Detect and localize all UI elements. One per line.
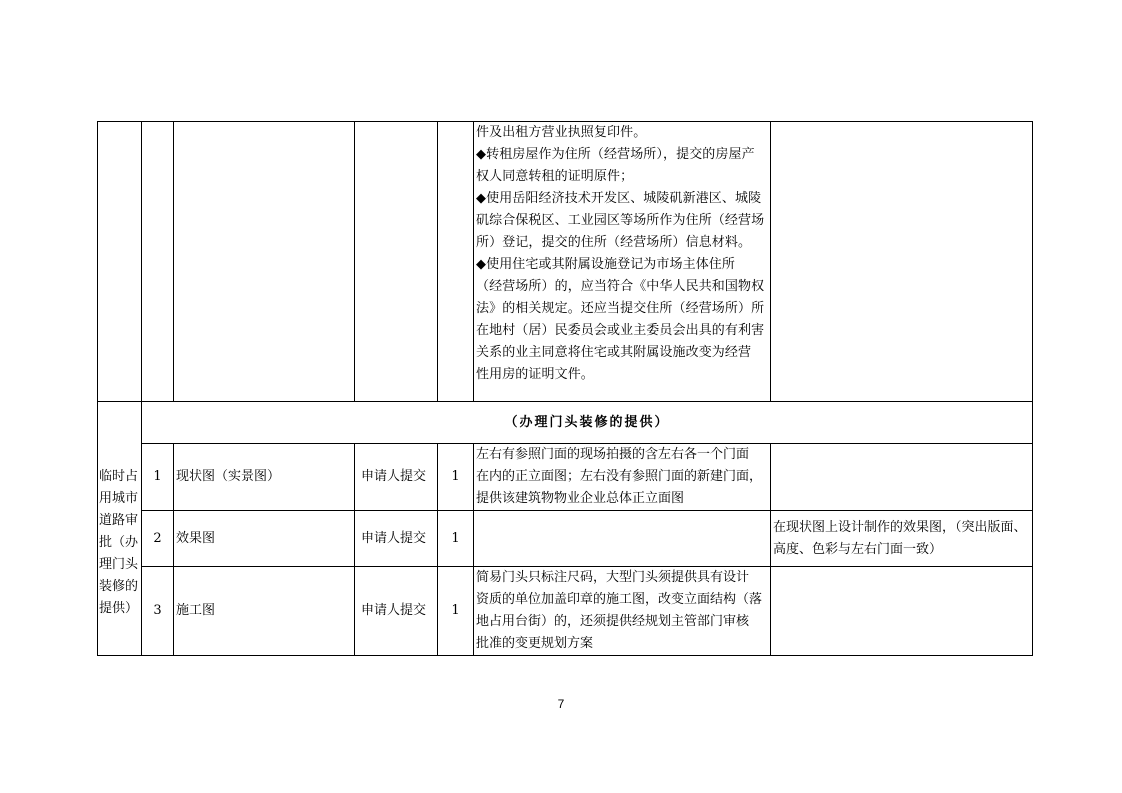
table-row: [98, 511, 1033, 567]
cell-count-prev: [438, 122, 474, 402]
description-line: 左右有参照门面的现场拍摄的含左右各一个门面: [476, 447, 750, 462]
row-number: 1: [142, 444, 174, 511]
material-description: [474, 511, 771, 567]
row-number: 3: [142, 567, 174, 656]
submitter: 申请人提交: [355, 511, 438, 567]
table-row-continued: [98, 122, 1033, 402]
requirement-line: ◆使用住宅或其附属设施登记为市场主体住所: [476, 257, 735, 272]
requirement-line: 权人同意转租的证明原件；: [476, 169, 634, 184]
requirement-line: 件及出租方营业执照复印件。: [476, 125, 647, 140]
requirement-line: 法》的相关规定。还应当提交住所（经营场所）所: [476, 301, 765, 316]
submitter: 申请人提交: [355, 444, 438, 511]
copy-count: 1: [438, 444, 474, 511]
note-line: 高度、色彩与左右门面一致）: [773, 541, 943, 557]
description-line: 批准的变更规划方案: [476, 636, 594, 651]
description-line: 提供该建筑物物业企业总体正立面图: [476, 491, 685, 506]
requirement-line: 关系的业主同意将住宅或其附属设施改变为经营: [476, 345, 752, 360]
requirement-line: 所）登记，提交的住所（经营场所）信息材料。: [476, 235, 752, 250]
material-description: [474, 567, 771, 656]
requirement-line: 矶综合保税区、工业园区等场所作为住所（经营场: [476, 213, 765, 228]
requirement-line: 性用房的证明文件。: [476, 367, 594, 382]
page-number: 7: [557, 697, 565, 711]
requirement-line: （经营场所）的，应当符合《中华人民共和国物权: [476, 279, 765, 294]
copy-count: 1: [438, 511, 474, 567]
cell-name-prev: [174, 122, 355, 402]
table-row: [98, 444, 1033, 511]
description-line: 地占用台街）的，还须提供经规划主管部门审核: [476, 614, 750, 629]
requirement-line: ◆转租房屋作为住所（经营场所），提交的房屋产: [476, 147, 755, 162]
requirement-line: ◆使用岳阳经济技术开发区、城陵矶新港区、城陵: [476, 191, 762, 206]
submitter: 申请人提交: [355, 567, 438, 656]
section-title: （办理门头装修的提供）: [142, 402, 1033, 444]
description-line: 资质的单位加盖印章的施工图，改变立面结构（落: [476, 592, 763, 607]
row-number: 2: [142, 511, 174, 567]
table-row: [98, 567, 1033, 656]
material-name: 现状图（实景图）: [174, 444, 355, 511]
material-note: [771, 567, 1033, 656]
cell-submitter-prev: [355, 122, 438, 402]
material-note: [771, 444, 1033, 511]
section-header-row: [98, 402, 1033, 444]
description-line: 在内的正立面图；左右没有参照门面的新建门面，: [476, 469, 763, 484]
category-text: 临时占用城市道路审批（办理门头装修的提供）: [99, 468, 139, 616]
material-note: [771, 511, 1033, 567]
requirements-table: [97, 121, 1033, 656]
cell-note-prev: [771, 122, 1033, 402]
note-line: 在现状图上设计制作的效果图，（突出版面、: [773, 519, 1027, 535]
description-line: 简易门头只标注尺码，大型门头须提供具有设计: [476, 570, 750, 585]
requirement-line: 在地村（居）民委员会或业主委员会出具的有利害: [476, 323, 765, 338]
material-name: 效果图: [174, 511, 355, 567]
cell-num-prev: [142, 122, 174, 402]
material-description: [474, 444, 771, 511]
category-cell: [98, 402, 142, 656]
cell-category-prev: [98, 122, 142, 402]
material-name: 施工图: [174, 567, 355, 656]
copy-count: 1: [438, 567, 474, 656]
requirements-cell: [474, 122, 771, 402]
